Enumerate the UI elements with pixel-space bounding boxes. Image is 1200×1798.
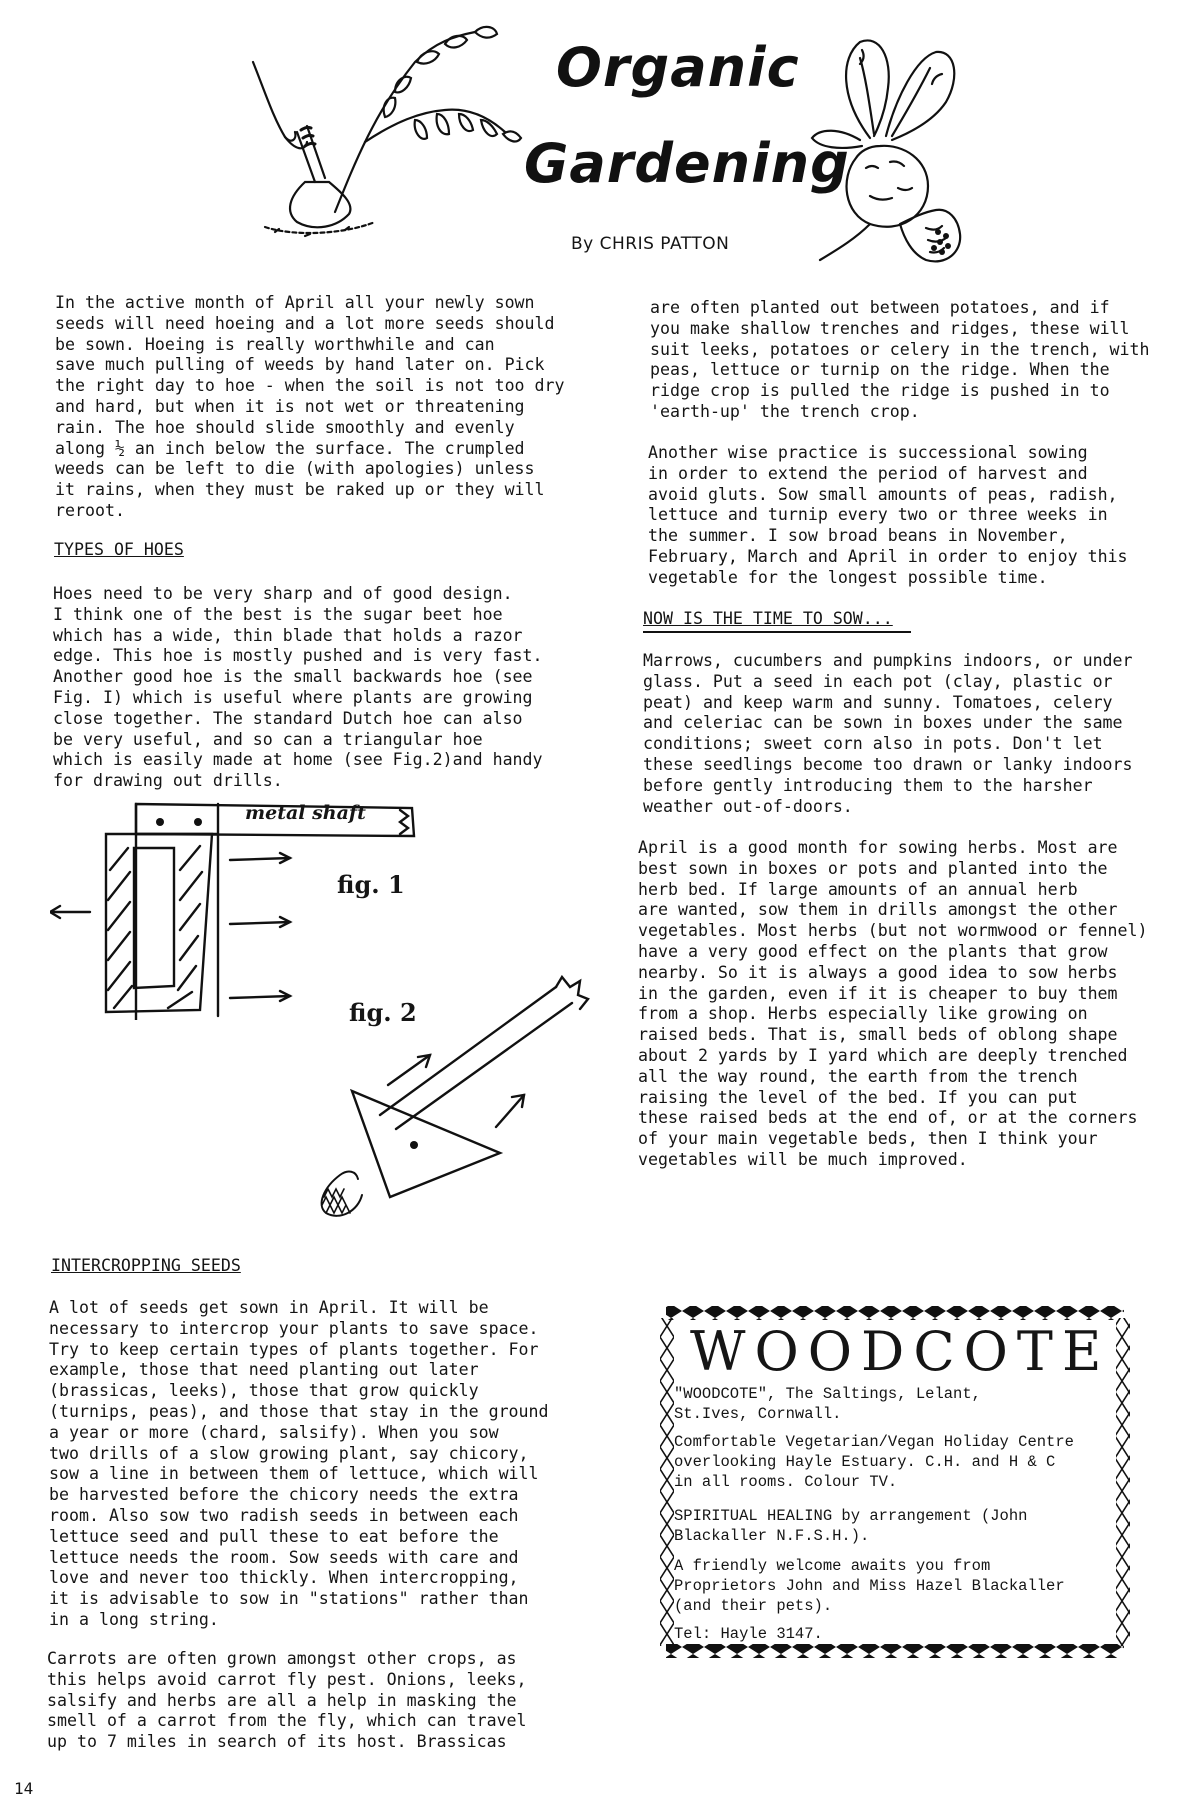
intercropping-heading: INTERCROPPING SEEDS	[51, 1256, 241, 1275]
advert-address: "WOODCOTE", The Saltings, Lelant, St.Ives, Cornwall.	[674, 1385, 981, 1423]
hand-hoe-seedling-icon	[245, 22, 535, 242]
advert-healing: SPIRITUAL HEALING by arrangement (John Blackaller N.F.S.H.).	[674, 1507, 1028, 1545]
woodcote-advertisement	[660, 1304, 1130, 1660]
article-title-line-2: Gardening	[524, 132, 850, 195]
now-paragraph-1: Marrows, cucumbers and pumpkins indoors, or under glass. Put a seed in each pot (clay, plastic or peat) and keep warm and sunny. Tomatoes, celery and celeriac can be sown in boxes under the same conditions; sweet corn also in pots. Don't let these seedlings become too drawn or lanky indoors before gently introducing them to the harsher weather out-of-doors.	[643, 651, 1133, 816]
byline: By CHRIS PATTON	[571, 234, 730, 254]
advert-telephone: Tel: Hayle 3147.	[674, 1625, 823, 1643]
metal-shaft-label: metal shaft	[245, 802, 366, 824]
intercropping-paragraph-2: Carrots are often grown amongst other crops, as this helps avoid carrot fly pest. Onions, leeks, salsify and herbs are all a help in masking the smell of a carrot from the fly, which can travel up to 7 miles in search of its host. Brassicas	[47, 1649, 527, 1752]
fig-2-label: fig. 2	[349, 998, 417, 1027]
triangular-hoe-icon	[300, 975, 590, 1225]
intro-paragraph: In the active month of April all your newly sown seeds will need hoeing and a lot more seeds should be sown. Hoeing is really worthwhile and can save much pulling of weeds by hand later on. Pick the right day to hoe - when the soil is not too dry and hard, but when it is not wet or threatening rain. The hoe should slide smoothly and evenly along ½ an inch below the surface. The crumpled weeds can be left to die (with apologies) unless it rains, when they must be raked up or they will reroot.	[55, 293, 565, 520]
heading-rule	[643, 631, 911, 633]
fig-1-label: fig. 1	[337, 870, 405, 899]
now-is-the-time-heading: NOW IS THE TIME TO SOW...	[643, 609, 893, 628]
article-title-line-1: Organic	[556, 36, 800, 99]
types-of-hoes-paragraph: Hoes need to be very sharp and of good design. I think one of the best is the sugar beet hoe which has a wide, thin blade that holds a razor edge. This hoe is mostly pushed and is very fast. Another good hoe is the small backwards hoe (see Fig. I) which is useful where plants are growing close together. The standard Dutch hoe can also be very useful, and so can a triangular hoe which is easily made at home (see Fig.2)and handy for drawing out drills.	[53, 584, 543, 791]
herbs-paragraph: April is a good month for sowing herbs. Most are best sown in boxes or pots and planted into the herb bed. If large amounts of an annual herb are wanted, sow them in drills amongst the other vegetables. Most herbs (but not wormwood or fennel) have a very good effect on the plants that grow nearby. So it is always a good idea to sow herbs in the garden, even if it is cheaper to buy them from a shop. Herbs especially like growing on raised beds. That is, small beds of oblong shape about 2 yards by I yard which are deeply trenched all the way round, the earth from the trench raising the level of the bed. If you can put these raised beds at the end of, or at the corners of your main vegetable beds, then I think your vegetables will be much improved.	[638, 838, 1148, 1169]
right-paragraph-1: are often planted out between potatoes, and if you make shallow trenches and ridges, these will suit leeks, potatoes or celery in the trench, with peas, lettuce or turnip on the ridge. When the ridge crop is pulled the ridge is pushed in to 'earth-up' the trench crop.	[650, 298, 1150, 421]
advert-welcome: A friendly welcome awaits you from Proprietors John and Miss Hazel Blackaller (and their pets).	[674, 1557, 1065, 1615]
advert-description: Comfortable Vegetarian/Vegan Holiday Centre overlooking Hayle Estuary. C.H. and H & C in all rooms. Colour TV.	[674, 1433, 1074, 1491]
types-of-hoes-heading: TYPES OF HOES	[54, 540, 184, 559]
advert-title: WOODCOTE	[690, 1320, 1111, 1383]
successional-sowing-paragraph: Another wise practice is successional sowing in order to extend the period of harvest and avoid gluts. Sow small amounts of peas, radish, lettuce and turnip every two or three weeks in the summer. I sow broad beans in November, February, March and April in order to enjoy this vegetable for the longest possible time.	[648, 443, 1128, 587]
intercropping-paragraph-1: A lot of seeds get sown in April. It will be necessary to intercrop your plants to save space. Try to keep certain types of plants together. For example, those that need planting out later (brassicas, leeks), those that grow quickly (turnips, peas), and those that stay in the ground a year or more (chard, salsify). When you sow two drills of a slow growing plant, say chicory, sow a line in between them of lettuce, which will be harvested before the chicory needs the extra room. Also sow two radish seeds in between each lettuce seed and pull these to eat before the lettuce needs the room. Sow seeds with care and love and never too thickly. When intercropping, it is advisable to sow in "stations" rather than in a long string.	[49, 1298, 549, 1629]
page-number: 14	[14, 1779, 34, 1798]
